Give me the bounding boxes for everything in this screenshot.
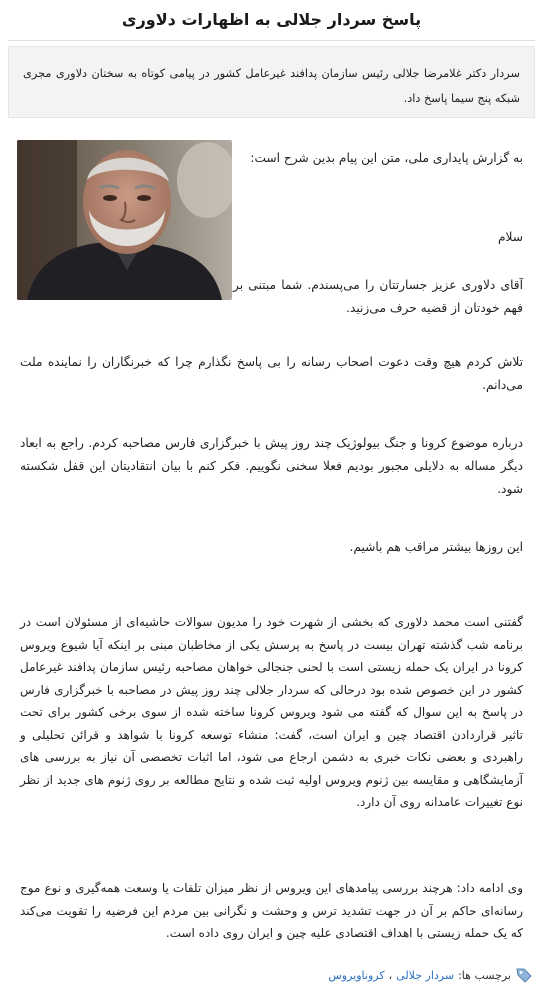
- article-title: پاسخ سردار جلالی به اظهارات دلاوری: [121, 10, 422, 29]
- tag-link-jalali[interactable]: سردار جلالی: [396, 968, 455, 982]
- title-divider: [8, 40, 535, 41]
- paragraph-careful: این روزها بیشتر مراقب هم باشیم.: [349, 540, 523, 554]
- portrait-photo: [17, 140, 232, 300]
- paragraph-salam: سلام: [497, 230, 523, 244]
- tags-separator: ،: [388, 968, 393, 982]
- paragraph-continue: وی ادامه داد: هرچند بررسی پیامدهای این ویروس از نظر میزان تلفات یا وسعت همه‌گیری و نوع موج رسانه‌ای حاکم بر آن در جهت تشدید ترس و وحشت و نگرانی بین مردم این فرضیه را تقویت می‌کند که یک حمله زیستی با اهداف اقتصادی علیه چین و ایران روی داده است.: [20, 881, 523, 940]
- paragraph-corona: درباره موضوع کرونا و جنگ بیولوژیک چند روز پیش با خبرگزاری فارس مصاحبه کردم. راجع به ابعاد دیگر مساله به دلایلی مجبور بودیم فعلا سخنی نگوییم. فکر کنم با بیان انتقادیتان این قفل شکسته شود.: [20, 436, 523, 496]
- tags-label: برچسب ها:: [458, 968, 511, 982]
- paragraph-intro: به گزارش پایداری ملی، متن این پیام بدین شرح است:: [250, 151, 523, 165]
- paragraph-long: گفتنی است محمد دلاوری که بخشی از شهرت خود را مدیون سوالات حاشیه‌ای از مسئولان است در برنامه شب گذشته تهران بیست در پاسخ به پرسش یکی از مخاطبان مبنی بر اینکه آیا شیوع ویروس کرونا در ایران یک حمله زیستی است با لحنی جنجالی خواهان مصاحبه رئیس سازمان پدافند غیرعامل کشور در این خصوص شده بود درحالی که سردار جلالی چند روز پیش در مصاحبه با خبرگزاری فارس در پاسخ به این سوال که گفته می شود ویروس کرونا ساخته شده از سوی برخی کشور برای تحت تاثیر قراردادن اقتصاد چین و ایران است، گفت: منشاء توسعه کرونا با شواهد و قرائن تحلیلی و راهبردی و بعضی نکات خبری به دشمن ارجاع می شود، اما اثبات تخصصی آن نیاز به بررسی های آزمایشگاهی و مقایسه بین ژنوم ویروس اولیه ثبت شده و نتایج مطالعه بر روی ژنوم های جدید از نظر نوع تغییرات عامدانه روی آن دارد.: [20, 615, 523, 809]
- tag-icon: [515, 966, 533, 984]
- tags-bar: [328, 966, 533, 984]
- portrait-illustration: [17, 140, 232, 300]
- article-lead-text: سردار دکتر غلامرضا جلالی رئیس سازمان پدافند غیرعامل کشور در پیامی کوتاه به سخنان دلاوری مجری شبکه پنج سیما پاسخ داد.: [23, 67, 520, 105]
- paragraph-like: آقای دلاوری عزیز جسارتتان را می‌پسندم. شما مبتنی بر فهم خودتان از قضیه حرف می‌زنید.: [233, 278, 523, 315]
- paragraph-invite: تلاش کردم هیچ وقت دعوت اصحاب رسانه را بی پاسخ نگذارم چرا که خبرنگاران را نماینده ملت می‌دانم.: [20, 355, 523, 392]
- tag-link-coronavirus[interactable]: کروناویروس: [328, 968, 385, 982]
- article-lead-box: [8, 46, 535, 118]
